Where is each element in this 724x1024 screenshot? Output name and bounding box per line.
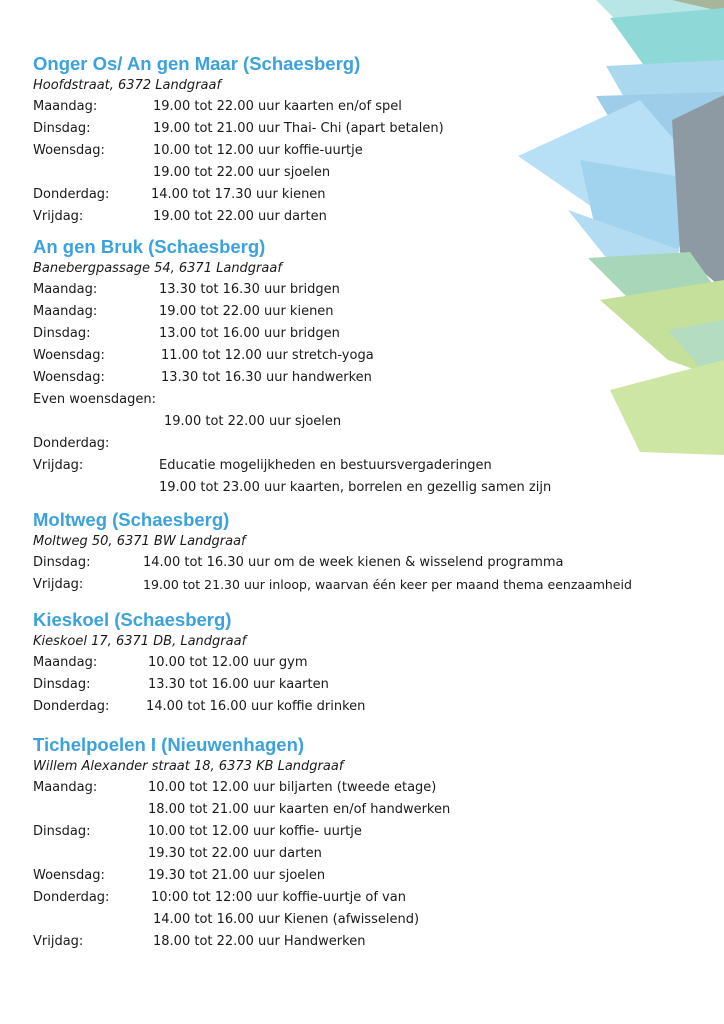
row-activity: 10:00 tot 12:00 uur koffie-uurtje of van (151, 890, 406, 905)
schedule-row (33, 909, 724, 931)
schedule-row (33, 345, 724, 367)
row-day: Dinsdag: (33, 677, 91, 692)
row-day: Vrijdag: (33, 458, 84, 473)
row-activity: 14.00 tot 16.00 uur koffie drinken (146, 699, 366, 714)
schedule-row (33, 652, 724, 674)
row-activity: 14.00 tot 17.30 uur kienen (151, 187, 326, 202)
row-day: Dinsdag: (33, 555, 91, 570)
row-day: Maandag: (33, 282, 98, 297)
row-day: Dinsdag: (33, 824, 91, 839)
row-activity: 19.30 tot 22.00 uur darten (148, 846, 322, 861)
schedule-row (33, 411, 724, 433)
row-day: Woensdag: (33, 143, 105, 158)
section-tichelpoelen (33, 733, 724, 953)
row-day: Donderdag: (33, 890, 110, 905)
schedule-row (33, 843, 724, 865)
schedule-row (33, 162, 724, 184)
row-activity: 19.00 tot 21.00 uur Thai- Chi (apart betalen) (153, 121, 444, 136)
row-day: Maandag: (33, 99, 98, 114)
schedule-row (33, 799, 724, 821)
row-day: Woensdag: (33, 348, 105, 363)
row-activity: 13.30 tot 16.00 uur kaarten (148, 677, 329, 692)
row-activity: 10.00 tot 12.00 uur gym (148, 655, 308, 670)
section-title: An gen Bruk (Schaesberg) (33, 236, 266, 257)
schedule-row (33, 279, 724, 301)
schedule-row (33, 552, 724, 574)
row-activity: 11.00 tot 12.00 uur stretch-yoga (161, 348, 374, 363)
schedule-row (33, 389, 724, 411)
row-day: Maandag: (33, 655, 98, 670)
schedule-row (33, 477, 724, 499)
schedule-row (33, 206, 724, 228)
row-activity: Educatie mogelijkheden en bestuursvergaderingen (159, 458, 492, 473)
section-title: Kieskoel (Schaesberg) (33, 609, 232, 630)
row-activity: 19.00 tot 21.30 uur inloop, waarvan één keer per maand thema eenzaamheid (143, 577, 632, 592)
section-address: Kieskoel 17, 6371 DB, Landgraaf (33, 634, 247, 649)
section-address: Hoofdstraat, 6372 Landgraaf (33, 78, 222, 93)
row-day: Maandag: (33, 780, 98, 795)
schedule-row (33, 865, 724, 887)
section-title: Moltweg (Schaesberg) (33, 509, 230, 530)
row-activity: 14.00 tot 16.30 uur om de week kienen & wisselend programma (143, 555, 564, 570)
row-activity: 10.00 tot 12.00 uur biljarten (tweede etage) (148, 780, 437, 795)
schedule-row (33, 301, 724, 323)
row-day: Dinsdag: (33, 326, 91, 341)
row-activity: 13.00 tot 16.00 uur bridgen (159, 326, 340, 341)
row-day: Vrijdag: (33, 934, 84, 949)
section-address: Willem Alexander straat 18, 6373 KB Landgraaf (33, 759, 344, 774)
section-title: Onger Os/ An gen Maar (Schaesberg) (33, 53, 361, 74)
schedule-row (33, 118, 724, 140)
schedule-row (33, 821, 724, 843)
row-activity: 19.00 tot 22.00 uur sjoelen (153, 165, 331, 180)
row-activity: 19.00 tot 22.00 uur darten (153, 209, 327, 224)
row-day: Dinsdag: (33, 121, 91, 136)
schedule-row (33, 323, 724, 345)
schedule-row (33, 696, 724, 718)
section-kieskoel (33, 608, 724, 718)
schedule-row (33, 184, 724, 206)
schedule-row (33, 674, 724, 696)
row-day: Vrijdag: (33, 577, 84, 592)
section-title: Tichelpoelen I (Nieuwenhagen) (33, 734, 305, 755)
row-activity: 19.00 tot 23.00 uur kaarten, borrelen en gezellig samen zijn (159, 480, 552, 495)
schedule-row (33, 140, 724, 162)
section-an-gen-bruk (33, 235, 724, 499)
row-day: Donderdag: (33, 436, 110, 451)
section-onger-os (33, 52, 724, 228)
row-activity: 19.00 tot 22.00 uur sjoelen (164, 414, 342, 429)
schedule-row (33, 433, 724, 455)
row-activity: 13.30 tot 16.30 uur handwerken (161, 370, 372, 385)
row-day: Woensdag: (33, 868, 105, 883)
row-activity: 19.30 tot 21.00 uur sjoelen (148, 868, 326, 883)
section-address: Moltweg 50, 6371 BW Landgraaf (33, 534, 246, 549)
row-activity: 18.00 tot 22.00 uur Handwerken (153, 934, 366, 949)
row-activity: 10.00 tot 12.00 uur koffie-uurtje (153, 143, 363, 158)
schedule-row (33, 887, 724, 909)
schedule-row (33, 777, 724, 799)
schedule-row (33, 96, 724, 118)
row-activity: 19.00 tot 22.00 uur kienen (159, 304, 334, 319)
section-moltweg (33, 508, 724, 596)
row-day: Even woensdagen: (33, 392, 156, 407)
row-activity: 19.00 tot 22.00 uur kaarten en/of spel (153, 99, 402, 114)
row-activity: 18.00 tot 21.00 uur kaarten en/of handwerken (148, 802, 451, 817)
row-day: Donderdag: (33, 187, 110, 202)
row-day: Vrijdag: (33, 209, 84, 224)
section-address: Banebergpassage 54, 6371 Landgraaf (33, 261, 282, 276)
row-activity: 10.00 tot 12.00 uur koffie- uurtje (148, 824, 362, 839)
schedule-row (33, 931, 724, 953)
row-day: Donderdag: (33, 699, 110, 714)
row-activity: 14.00 tot 16.00 uur Kienen (afwisselend) (153, 912, 420, 927)
row-day: Maandag: (33, 304, 98, 319)
schedule-row (33, 574, 724, 596)
row-day: Woensdag: (33, 370, 105, 385)
schedule-row (33, 455, 724, 477)
row-activity: 13.30 tot 16.30 uur bridgen (159, 282, 340, 297)
schedule-row (33, 367, 724, 389)
